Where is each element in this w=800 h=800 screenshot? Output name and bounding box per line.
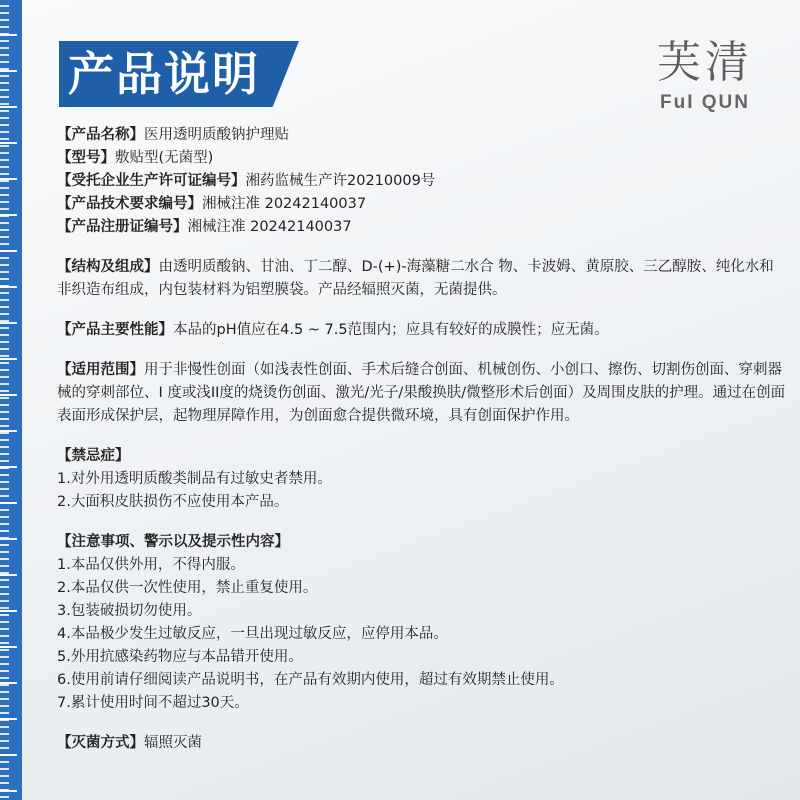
composition-section [57,256,787,302]
spec-model: 【型号】敷贴型(无菌型) [57,150,214,166]
sterilization-label: 【灭菌方式】 [57,735,144,751]
list-item: 4.本品极少发生过敏反应，一旦出现过敏反应，应停用本品。 [57,626,448,642]
scope-label: 【适用范围】 [57,362,144,378]
sterilization-value: 辐照灭菌 [144,735,202,751]
brand-name-en: FuI QUN [660,92,750,113]
list-item: 2.本品仅供一次性使用，禁止重复使用。 [57,580,318,596]
contraindications-label: 【禁忌症】 [57,448,130,464]
list-item: 2.大面积皮肤损伤不应使用本产品。 [57,494,289,510]
warnings-section [57,531,787,715]
brand-logo [640,36,770,114]
spec-list [57,124,787,239]
list-item: 6.使用前请仔细阅读产品说明书，在产品有效期内使用，超过有效期禁止使用。 [57,672,564,688]
contraindications-section [57,445,787,514]
product-info [57,124,787,755]
composition-label: 【结构及组成】 [57,259,159,275]
spec-production-license: 【受托企业生产许可证编号】湘药监械生产许20210009号 [57,173,436,189]
sterilization-section [57,732,787,755]
warnings-label: 【注意事项、警示以及提示性内容】 [57,534,289,550]
page-title: 产品说明 [68,47,260,101]
spec-product-name: 【产品名称】医用透明质酸钠护理贴 [57,127,289,143]
scope-section [57,359,787,428]
ruler-major-ticks [0,0,22,800]
spec-technical-requirement: 【产品技术要求编号】湘械注准 20242140037 [57,196,367,212]
list-item: 5.外用抗感染药物应与本品错开使用。 [57,649,303,665]
list-item: 3.包装破损切勿使用。 [57,603,202,619]
brand-name-cn: 芙清 [657,37,753,88]
performance-section [57,319,787,342]
spec-registration-number: 【产品注册证编号】湘械注准 20242140037 [57,219,352,235]
composition-text: 由透明质酸钠、甘油、丁二醇、D-(+)-海藻糖二水合 物、卡波姆、黄原胶、三乙醇胺、纯化水和非织造布组成，内包装材料为铝塑膜袋。产品经辐照灭菌，无菌提供。 [57,259,774,298]
scope-text: 用于非慢性创面（如浅表性创面、手术后缝合创面、机械创伤、小创口、擦伤、切割伤创面、穿刺器械的穿刺部位、I 度或浅II度的烧烫伤创面、激光/光子/果酸换肤/微整形术后创面）及周围皮肤的护理。通过在创面表面形成保护层，起物理屏障作用，为创面愈合提供微环境，具有创面保护作用。 [57,362,786,424]
list-item: 7.累计使用时间不超过30天。 [57,695,249,711]
list-item: 1.对外用透明质酸类制品有过敏史者禁用。 [57,471,332,487]
performance-label: 【产品主要性能】 [57,322,173,338]
performance-text: 本品的pH值应在4.5 ~ 7.5范围内；应具有较好的成膜性；应无菌。 [173,322,609,338]
list-item: 1.本品仅供外用，不得内服。 [57,557,245,573]
